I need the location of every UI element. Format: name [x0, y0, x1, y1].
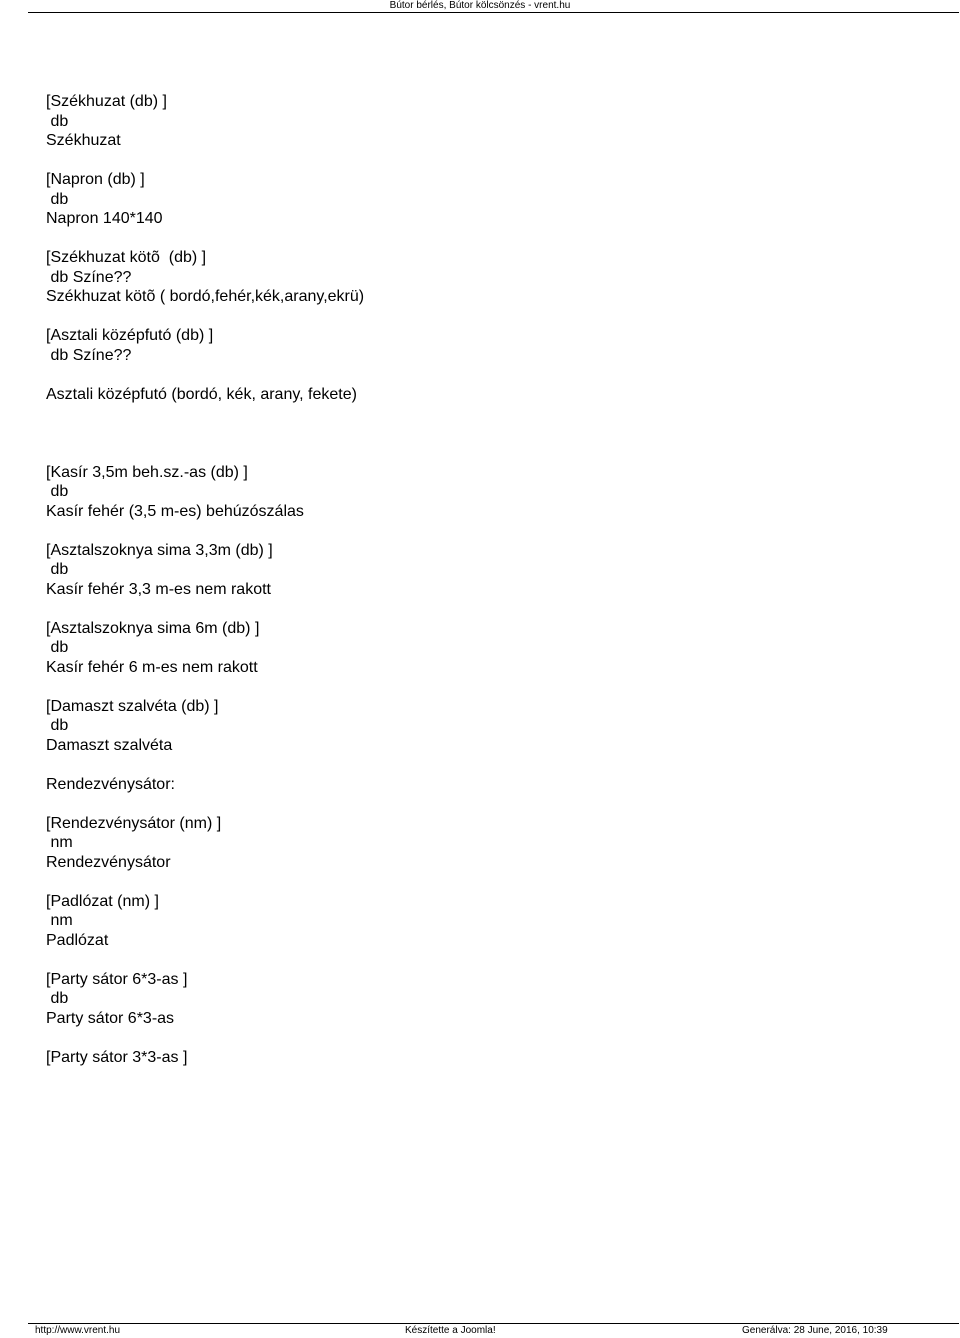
item-quantity: db [46, 990, 69, 1007]
item-description: Asztali középfutó (bordó, kék, arany, fekete) [46, 385, 357, 403]
item-quantity: db Színe?? [46, 346, 132, 364]
list-item [46, 814, 364, 873]
item-description: Napron 140*140 [46, 210, 163, 227]
header-divider [28, 12, 959, 13]
item-title: [Asztalszoknya sima 3,3m (db) ] [46, 541, 273, 559]
item-title: [Party sátor 6*3-as ] [46, 970, 188, 988]
item-title: [Padlózat (nm) ] [46, 892, 159, 910]
footer-divider [28, 1323, 959, 1324]
item-description: Padlózat [46, 931, 109, 949]
item-description: Kasír fehér 6 m-es nem rakott [46, 658, 258, 676]
list-item [46, 970, 364, 1029]
footer-url-link[interactable]: http://www.vrent.hu [35, 1325, 121, 1336]
item-quantity: db [46, 483, 69, 500]
item-quantity: db [46, 190, 69, 208]
list-item [46, 463, 364, 522]
item-quantity: db [46, 639, 69, 656]
spacer [46, 424, 364, 444]
item-description: Kasír fehér (3,5 m-es) behúzószálas [46, 502, 304, 520]
footer-generated-date: Generálva: 28 June, 2016, 10:39 [742, 1325, 888, 1336]
item-description: Székhuzat [46, 132, 121, 149]
section-heading: Rendezvénysátor: [46, 775, 175, 793]
list-item [46, 326, 364, 443]
footer-credit: Készítette a Joomla! [405, 1325, 496, 1336]
item-title: [Kasír 3,5m beh.sz.-as (db) ] [46, 463, 248, 481]
item-title: [Székhuzat (db) ] [46, 93, 167, 110]
list-item [46, 1048, 364, 1068]
list-item [46, 892, 364, 951]
spacer [46, 404, 364, 424]
item-quantity: nm [46, 834, 73, 851]
item-title: [Székhuzat kötõ (db) ] [46, 249, 207, 266]
list-item [46, 541, 364, 600]
item-title: [Asztali középfutó (db) ] [46, 327, 214, 344]
spacer [46, 365, 364, 385]
item-description: Kasír fehér 3,3 m-es nem rakott [46, 580, 271, 598]
page-footer [0, 1325, 960, 1338]
list-item [46, 92, 364, 151]
item-title: [Asztalszoknya sima 6m (db) ] [46, 619, 260, 637]
item-description: Damaszt szalvéta [46, 736, 173, 754]
list-item [46, 248, 364, 307]
item-quantity: db [46, 717, 69, 734]
item-title: [Rendezvénysátor (nm) ] [46, 814, 222, 832]
list-item [46, 619, 364, 678]
item-title: [Damaszt szalvéta (db) ] [46, 697, 219, 715]
item-quantity: db [46, 112, 69, 130]
page-header-title: Bútor bérlés, Bútor kölcsönzés - vrent.hu [389, 0, 571, 11]
item-description: Party sátor 6*3-as [46, 1009, 175, 1027]
list-item [46, 697, 364, 756]
item-description: Székhuzat kötõ ( bordó,fehér,kék,arany,ekrü) [46, 288, 365, 305]
item-description: Rendezvénysátor [46, 853, 171, 871]
item-quantity: db Színe?? [46, 268, 132, 286]
item-title: [Napron (db) ] [46, 171, 145, 188]
list-item [46, 170, 364, 229]
order-list [46, 92, 364, 1087]
item-title: [Party sátor 3*3-as ] [46, 1048, 188, 1066]
item-quantity: nm [46, 912, 73, 929]
item-quantity: db [46, 561, 69, 578]
